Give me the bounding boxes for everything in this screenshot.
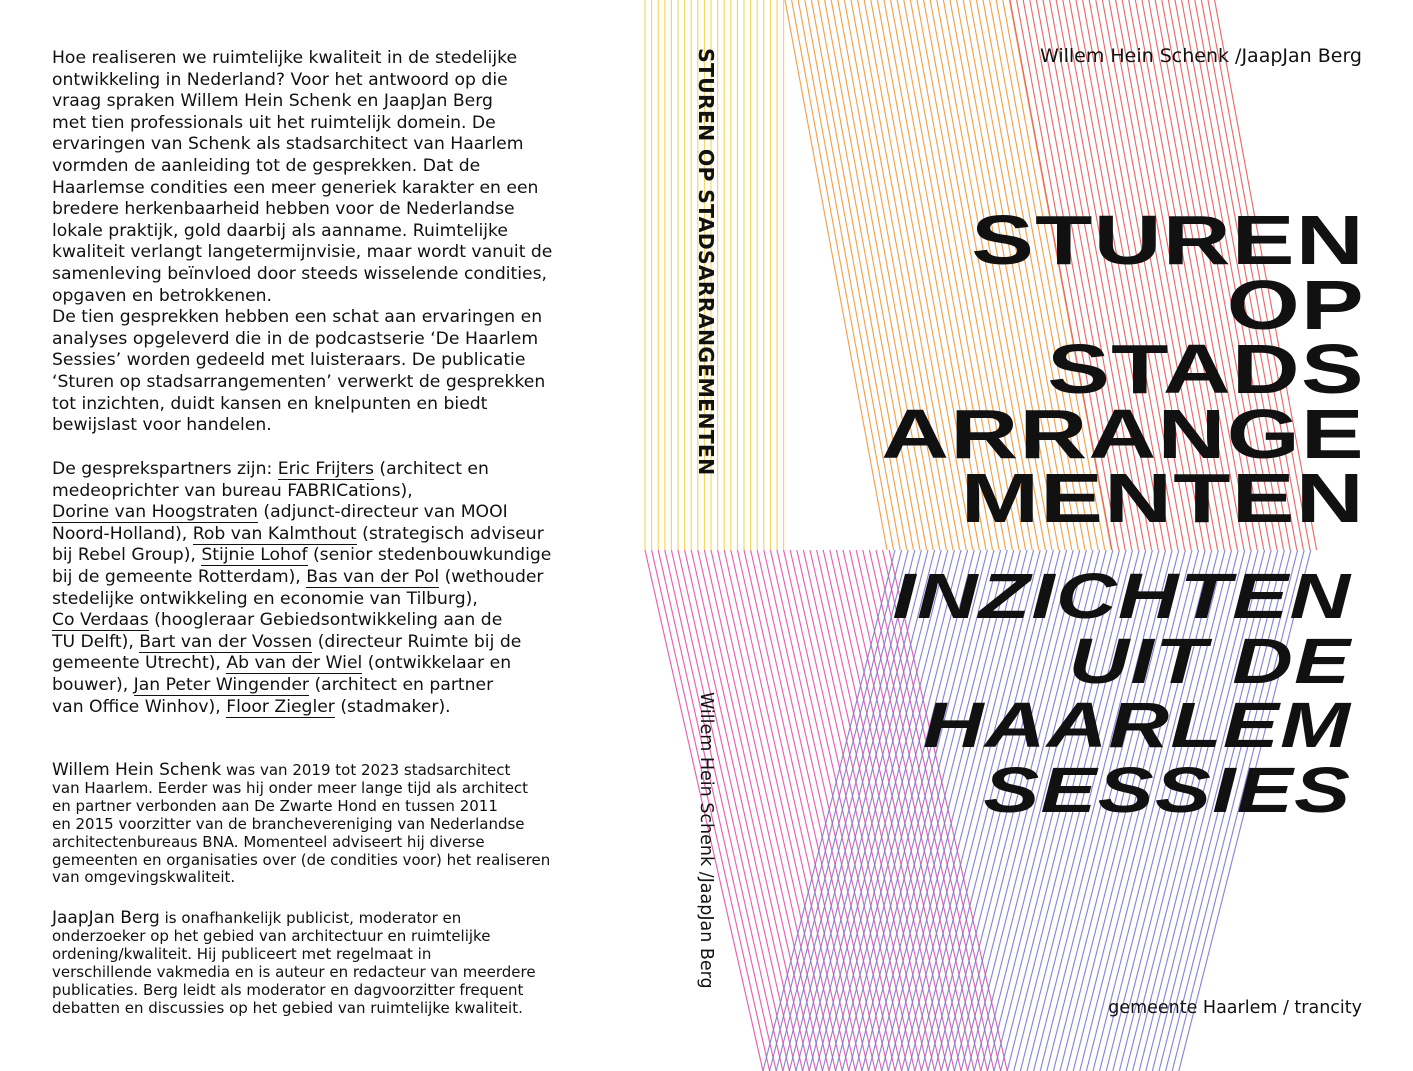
partner-link-co-verdaas[interactable]: Co Verdaas bbox=[52, 610, 149, 631]
partner-link-dorine-van-hoogstraten[interactable]: Dorine van Hoogstraten bbox=[52, 502, 258, 523]
spine-authors: Willem Hein Schenk /JaapJan Berg bbox=[696, 692, 716, 989]
partner-desc: (architect en partner van Office Winhov), bbox=[52, 674, 494, 717]
partner-link-eric-frijters[interactable]: Eric Frijters bbox=[277, 459, 374, 479]
partner-desc: (architect en medeoprichter van bureau FABRICations), bbox=[52, 459, 489, 501]
partner-link-jan-peter-wingender[interactable]: Jan Peter Wingender bbox=[133, 674, 309, 695]
subtitle-line: INZICHTEN bbox=[892, 560, 1351, 632]
front-cover-title bbox=[881, 201, 1365, 537]
front-cover-subtitle bbox=[892, 560, 1351, 827]
subtitle-line: HAARLEM bbox=[922, 689, 1351, 762]
bio-berg-text: is onafhankelijk publicist, moderator en onderzoeker op het gebied van architectuur en ruimtelijke ordening/kwaliteit. Hij publiceert met regelmaat in verschillende vakmedia en is auteur en redacteur van meerdere publicaties. Berg leidt als moderator en dagvoorzitter frequent debatten en discussies op het gebied van ruimtelijke kwaliteit. bbox=[52, 909, 536, 1017]
partner-link-stijnie-lohof[interactable]: Stijnie Lohof bbox=[201, 545, 308, 566]
partner-link-rob-van-kalmthout[interactable]: Rob van Kalmthout bbox=[192, 523, 357, 544]
bio-berg bbox=[52, 910, 612, 1017]
bio-schenk bbox=[52, 762, 612, 887]
title-line: OP bbox=[1226, 265, 1365, 344]
subtitle-line: SESSIES bbox=[983, 754, 1351, 827]
spine-title: STUREN OP STADSARRANGEMENTEN bbox=[694, 48, 718, 476]
partner-link-bart-van-der-vossen[interactable]: Bart van der Vossen bbox=[139, 631, 313, 652]
partner-desc: (ontwikkelaar en bouwer), bbox=[52, 653, 512, 695]
partner-desc: (stadmaker). bbox=[334, 696, 451, 717]
title-line: STUREN bbox=[971, 201, 1365, 279]
partner-link-floor-ziegler[interactable]: Floor Ziegler bbox=[226, 696, 335, 717]
partner-link-bas-van-der-pol[interactable]: Bas van der Pol bbox=[306, 566, 440, 587]
bio-berg-name: JaapJan Berg bbox=[52, 908, 160, 928]
publisher-label: gemeente Haarlem / trancity bbox=[1108, 998, 1362, 1018]
back-cover-intro-text: Hoe realiseren we ruimtelijke kwaliteit in de stedelijke ontwikkeling in Nederland? Voor het antwoord op die vraag spraken Willem Hein Schenk en JaapJan Berg met tien professionals uit het ruimtelijk domein. De ervaringen van Schenk als stadsarchitect van Haarlem vormden de aanleiding tot de gesprekken. Dat de Haarlemse condities een meer generiek karakter en een bredere herkenbaarheid hebben voor de Nederlandse lokale praktijk, gold daarbij als aanname. Ruimtelijke kwaliteit verlangt langetermijnvisie, maar wordt vanuit de samenleving beïnvloed door steeds wisselende condities, opgaven en betrokkenen. De tien gesprekken hebben een schat aan ervaringen en analyses opgeleverd die in de podcastserie ‘De Haarlem Sessies’ worden gedeeld met luisteraars. De publicatie ‘Sturen op stadsarrangementen’ verwerkt de gesprekken tot inzichten, duidt kansen en knelpunten en biedt bewijslast voor handelen. bbox=[52, 48, 553, 436]
partner-desc: (hoogleraar Gebiedsontwikkeling aan de TU Delft), bbox=[52, 610, 503, 652]
title-line: MENTEN bbox=[960, 459, 1365, 537]
partners-lead: De gesprekspartners zijn: bbox=[52, 459, 278, 479]
title-line: STADS bbox=[1047, 330, 1365, 408]
partner-desc: (strategisch adviseur bij Rebel Group), bbox=[52, 523, 544, 566]
title-line: ARRANGE bbox=[881, 394, 1365, 473]
partner-desc: (wethouder stedelijke ontwikkeling en economie van Tilburg), bbox=[52, 566, 544, 609]
bio-schenk-name: Willem Hein Schenk bbox=[52, 760, 222, 780]
partner-desc: (directeur Ruimte bij de gemeente Utrecht), bbox=[52, 631, 522, 674]
partners-paragraph bbox=[52, 459, 612, 718]
bio-schenk-text: was van 2019 tot 2023 stadsarchitect van Haarlem. Eerder was hij onder meer lange tijd als architect en partner verbonden aan De Zwarte Hond en tussen 2011 en 2015 voorzitter van de branchevereniging van Nederlandse architectenbureaus BNA. Momenteel adviseert hij diverse gemeenten en organisaties over (de condities voor) het realiseren van omgevingskwaliteit. bbox=[52, 761, 551, 887]
front-cover-authors: Willem Hein Schenk /JaapJan Berg bbox=[1039, 45, 1362, 67]
partner-desc: (adjunct-directeur van MOOI Noord-Holland), bbox=[52, 502, 508, 544]
partner-link-ab-van-der-wiel[interactable]: Ab van der Wiel bbox=[226, 653, 363, 674]
partner-desc: (senior stedenbouwkundige bij de gemeente Rotterdam), bbox=[52, 545, 552, 587]
subtitle-line: UIT DE bbox=[1068, 624, 1351, 697]
